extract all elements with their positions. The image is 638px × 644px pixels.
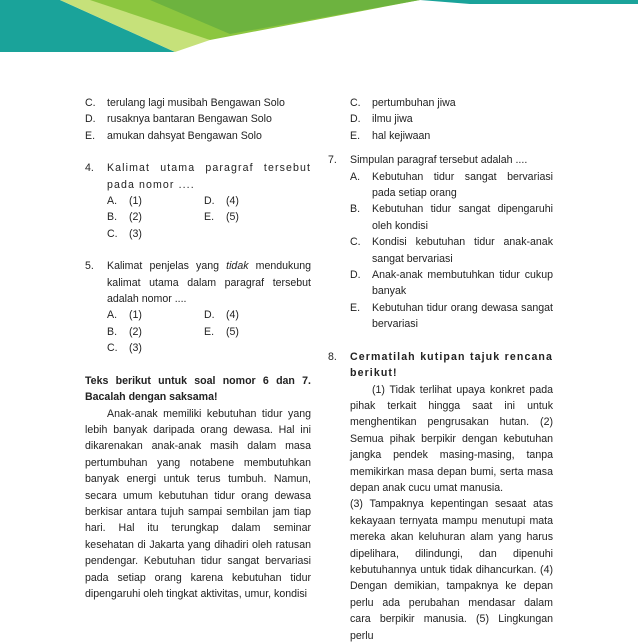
option-letter: D.	[85, 113, 96, 126]
question-7-options	[350, 169, 553, 333]
option-letter: A.	[350, 170, 361, 183]
option-letter: E.	[204, 325, 215, 338]
option-item[interactable]	[204, 307, 311, 323]
option-letter: D.	[350, 269, 361, 282]
option-letter: B.	[350, 203, 361, 216]
option-item[interactable]	[204, 209, 311, 225]
emphasis-text: tidak	[226, 260, 249, 273]
option-item[interactable]	[350, 169, 553, 202]
option-text: ilmu jiwa	[372, 113, 413, 126]
option-item[interactable]	[350, 111, 553, 127]
option-item[interactable]	[350, 300, 553, 333]
option-text: (1)	[129, 309, 142, 322]
option-text: (4)	[226, 309, 239, 322]
option-text: amukan dahsyat Bengawan Solo	[107, 129, 262, 142]
question-7	[328, 152, 553, 332]
option-item[interactable]	[350, 267, 553, 300]
option-letter: E.	[204, 211, 215, 224]
option-item[interactable]	[107, 307, 204, 323]
option-item[interactable]	[107, 193, 204, 209]
question-text: Cermatilah kutipan tajuk rencana berikut!	[350, 350, 553, 380]
option-letter: D.	[204, 309, 215, 322]
question-5	[85, 258, 311, 356]
option-letter: C.	[107, 227, 118, 240]
option-item[interactable]	[85, 111, 311, 127]
option-item[interactable]	[204, 193, 311, 209]
option-item[interactable]	[107, 226, 204, 242]
q6-options-tail	[350, 95, 553, 144]
right-column	[328, 95, 553, 644]
option-item[interactable]	[350, 234, 553, 267]
option-text: Kondisi kebutuhan tidur anak-anak sangat bervariasi	[372, 236, 553, 265]
banner-right-teal-shape	[420, 0, 638, 4]
option-letter: B.	[107, 325, 118, 338]
option-letter: C.	[350, 236, 361, 249]
option-letter: A.	[107, 195, 118, 208]
option-text: (1)	[129, 195, 142, 208]
option-text: pertumbuhan jiwa	[372, 97, 456, 109]
question-text: Kalimat penjelas yang tidak mendukung kalimat utama dalam paragraf tersebut adalah nomor ....	[107, 260, 311, 306]
option-letter: C.	[107, 342, 118, 355]
option-text: Kebutuhan tidur orang dewasa sangat bervariasi	[372, 301, 553, 331]
question-number: 5.	[85, 260, 94, 273]
option-letter: B.	[107, 211, 118, 224]
option-letter: D.	[350, 113, 361, 126]
option-text: Kebutuhan tidur sangat bervariasi pada setiap orang	[372, 170, 553, 200]
editorial-passage-continued: (3) Tampaknya kepentingan sesaat atas kekayaan ternyata mampu menutupi mata mereka akan keluhuran alam yang harus dipelihara, dilindungi, dan dipenuhi kebutuhannya untuk tidak dihancurkan. (4) Dengan demikian, tampaknya ke depan perlu ada perubahan mendasar dalam cara berpikir manusia. (5) Lingkungan perlu	[350, 498, 553, 642]
option-text: terulang lagi musibah Bengawan Solo	[107, 97, 285, 109]
option-letter: C.	[85, 97, 96, 109]
option-letter: C.	[350, 97, 361, 109]
option-item[interactable]	[350, 95, 553, 111]
option-text: (3)	[129, 227, 142, 240]
option-text: (2)	[129, 325, 142, 338]
option-item[interactable]	[350, 128, 553, 144]
option-item[interactable]	[107, 324, 204, 340]
option-text: (4)	[226, 195, 239, 208]
reading-passage: Anak-anak memiliki kebutuhan tidur yang lebih banyak daripada orang dewasa. Hal ini dikarenakan anak-anak masih dalam masa pertumbuhan yang notabene membutuhkan banyak energi untuk terus tumbuh. Namun, secara umum kebutuhan tidur orang dewasa berkisar antara tujuh sampai sembilan jam tiap hari. Hal itu terungkap dalam seminar kesehatan di Jakarta yang dihadiri oleh ratusan pendengar. Kebutuhan tidur sangat bervariasi pada setiap orang karena kebutuhan tidur dipengaruhi oleh tingkat aktivitas, umur, kondisi	[85, 407, 311, 600]
option-item[interactable]	[350, 201, 553, 234]
option-letter: E.	[350, 301, 361, 314]
question-text: Kalimat utama paragraf tersebut pada nomor ....	[107, 162, 311, 191]
option-letter: E.	[350, 129, 361, 142]
reading-instruction: Teks berikut untuk soal nomor 6 dan 7. Bacalah dengan saksama!	[85, 374, 311, 404]
option-text: (5)	[226, 325, 239, 338]
header-banner	[0, 0, 638, 60]
question-4-options	[107, 193, 311, 242]
option-letter: D.	[204, 195, 215, 208]
option-item[interactable]	[204, 324, 311, 340]
option-text: rusaknya bantaran Bengawan Solo	[107, 113, 272, 126]
option-text: (2)	[129, 211, 142, 224]
option-text: hal kejiwaan	[372, 129, 431, 142]
option-letter: A.	[107, 309, 118, 322]
option-letter: E.	[85, 129, 96, 142]
left-column	[85, 95, 311, 602]
option-item[interactable]	[107, 340, 204, 356]
question-number: 4.	[85, 162, 94, 175]
question-8	[328, 349, 553, 644]
question-5-options	[107, 307, 311, 356]
question-number: 7.	[328, 154, 337, 167]
question-text: Simpulan paragraf tersebut adalah ....	[350, 154, 528, 167]
option-item[interactable]	[85, 95, 311, 111]
option-text: (5)	[226, 211, 239, 224]
option-item[interactable]	[107, 209, 204, 225]
question-number: 8.	[328, 350, 337, 363]
option-text: Anak-anak membutuhkan tidur cukup banyak	[372, 269, 553, 298]
editorial-passage: (1) Tidak terlihat upaya konkret pada pihak terkait hingga saat ini untuk menghentikan pengrusakan hutan. (2) Semua pihak berpikir dengan kebutuhan jangka pendek masing-masing, tanpa memikirkan masa depan bumi, serta masa depan anak cucu umat manusia.	[350, 383, 553, 494]
question-4	[85, 160, 311, 242]
option-item[interactable]	[85, 128, 311, 144]
option-text: (3)	[129, 342, 142, 355]
option-text: Kebutuhan tidur sangat dipengaruhi oleh kondisi	[372, 203, 553, 232]
q3-options-tail	[85, 95, 311, 144]
